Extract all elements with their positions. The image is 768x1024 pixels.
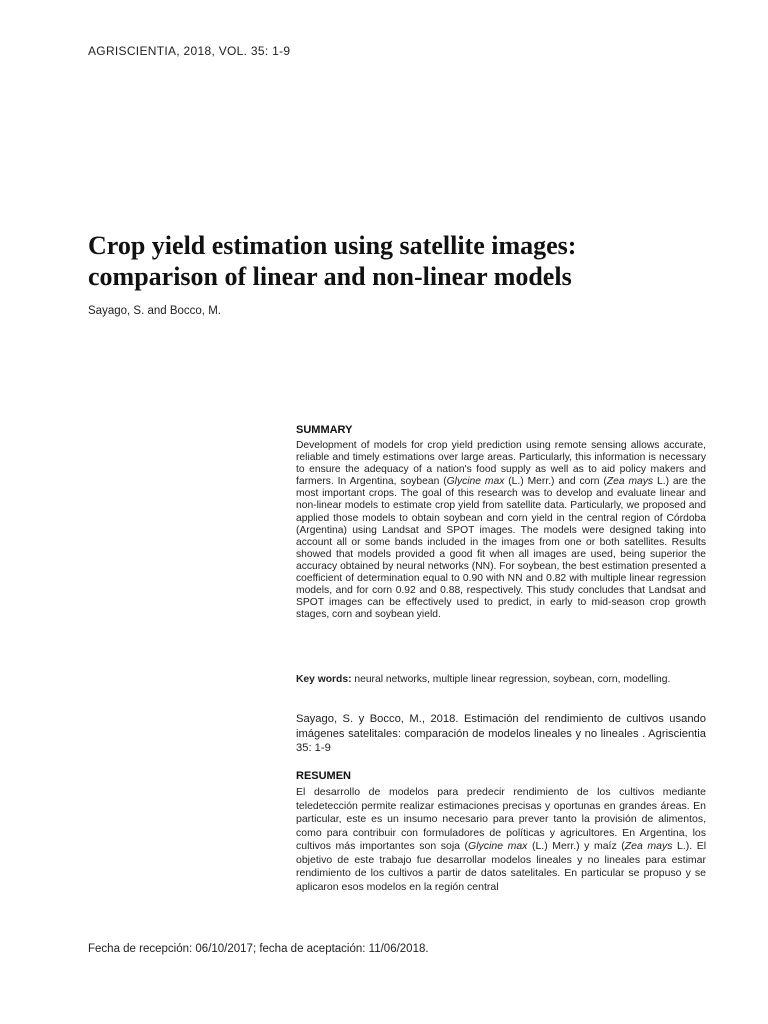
received-dates: Fecha de recepción: 06/10/2017; fecha de aceptación: 11/06/2018. xyxy=(88,943,429,955)
summary-text-part-3: L.) are the most important crops. The goal of this research was to develop and evaluate linear and non-linear models to estimate crop yield from satellite data. Particularly, we proposed and applied those models to obtain soybean and corn yield in the central region of Córdoba (Argentina) using Landsat and SPOT images. The models were designed taking into account all or some bands included in the images from one or both satellites. Results showed that models provided a good fit when all images are used, being superior the accuracy obtained by neural networks (NN). For soybean, the best estimation presented a coefficient of determination equal to 0.90 with NN and 0.82 with multiple linear regression models, and for corn 0.92 and 0.88, respectively. This study concludes that Landsat and SPOT images can be effectively used to predict, in early to mid-season crop growth stages, corn and soybean yield. xyxy=(296,476,706,621)
summary-species-2: Zea mays xyxy=(606,476,654,488)
title-line-2: comparison of linear and non-linear models xyxy=(88,262,572,291)
journal-header: AGRISCIENTIA, 2018, VOL. 35: 1-9 xyxy=(88,44,291,58)
summary-text-part-1: Development of models for crop yield prediction using remote sensing allows accurate, reliable and timely estimations over large areas. Particularly, this information is necessary to ensure the adequacy of a nation's food supply as well as to aid policy makers and farmers. In Argentina, soybean ( xyxy=(296,440,706,488)
summary-species-1: Glycine max xyxy=(446,476,505,488)
keywords-list: neural networks, multiple linear regression, soybean, corn, modelling. xyxy=(351,674,671,685)
summary-text xyxy=(296,440,706,621)
resumen-text-part-2: (L.) Merr.) y maíz ( xyxy=(527,840,625,852)
keywords-label: Key words: xyxy=(296,674,352,685)
citation-section xyxy=(296,712,706,756)
authors: Sayago, S. and Bocco, M. xyxy=(88,305,221,317)
summary-heading: SUMMARY xyxy=(296,424,353,436)
keywords-text xyxy=(296,674,706,686)
keywords-section xyxy=(296,674,706,686)
resumen-text-part-1: El desarrollo de modelos para predecir rendimiento de los cultivos mediante teledetección permite realizar estimaciones precisas y oportunas en grandes áreas. En particular, este es un insumo necesario para prever tanto la provisión de alimentos, como para contribuir con formuladores de políticas y agricultores. En Argentina, los cultivos más importantes son soja ( xyxy=(296,786,706,852)
title-line-1: Crop yield estimation using satellite images: xyxy=(88,231,577,260)
resumen-section xyxy=(296,770,706,894)
resumen-species-1: Glycine max xyxy=(468,840,528,852)
paper-title xyxy=(88,230,728,292)
citation-text: Sayago, S. y Bocco, M., 2018. Estimación del rendimiento de cultivos usando imágenes satelitales: comparación de modelos lineales y no lineales . Agriscientia 35: 1-9 xyxy=(296,713,706,754)
summary-text-part-2: (L.) Merr.) and corn ( xyxy=(504,476,607,488)
resumen-text xyxy=(296,786,706,894)
resumen-species-2: Zea mays xyxy=(624,840,673,852)
summary-section xyxy=(296,424,706,621)
resumen-heading: RESUMEN xyxy=(296,770,352,782)
resumen-text-part-3: L.). El objetivo de este trabajo fue desarrollar modelos lineales y no lineales para estimar rendimiento de los cultivos a partir de datos satelitales. En particular se propuso y se aplicaron esos modelos en la región central xyxy=(296,840,707,893)
